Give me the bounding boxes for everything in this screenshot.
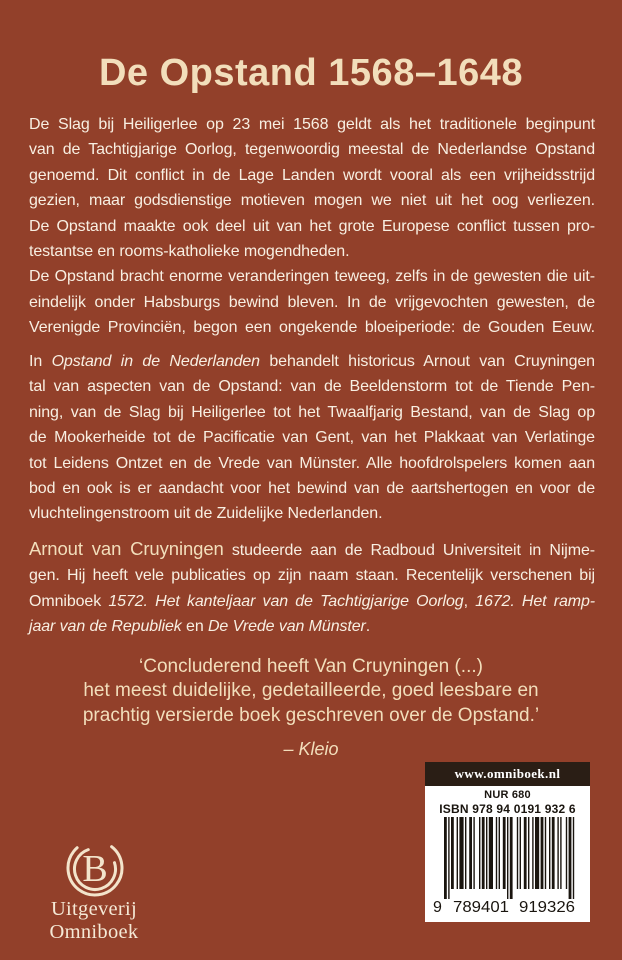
text-line: van de Tachtigjarige Oorlog, tegenwoordig meestal de Nederlandse Opstand	[29, 141, 595, 159]
text-line: tot Leidens Ontzet en de Vrede van Münster. Alle hoofdrolspelers komen aan	[29, 454, 595, 472]
review-attribution: – Kleio	[283, 738, 339, 759]
nur-code: NUR 680	[484, 789, 531, 801]
publisher-logo-letter: B	[82, 848, 108, 890]
text-line: bod en ook is er aandacht voor het bewind van de aartshertogen en voor de	[29, 480, 595, 498]
author-bio-paragraph	[29, 536, 595, 640]
text-line: testantse en rooms-katholieke mogendheden.	[29, 243, 350, 261]
synopsis-paragraph	[29, 112, 595, 341]
text-line: De Opstand bracht enorme veranderingen teweeg, zelfs in de gewesten die uit-	[29, 268, 595, 286]
text-line: de Mookerheide tot de Pacificatie van Gent, van het Plakkaat van Verlatinge	[29, 429, 595, 447]
review-quote-lines	[30, 655, 592, 728]
ean-digits-mid: 789401	[452, 899, 509, 915]
text-line: tal van aspecten van de Opstand: van de Beeldenstorm tot de Tiende Pen-	[29, 378, 595, 396]
text-line: gen. Hij heeft vele publicaties op zijn naam staan. Recentelijk verschenen bij	[29, 567, 595, 585]
review-line: het meest duidelijke, gedetailleerde, goed leesbare en	[83, 680, 539, 702]
text-line: jaar van de Republiek en De Vrede van Münster.	[29, 618, 371, 636]
text-line: Verenigde Provinciën, begon een ongekende bloeiperiode: de Gouden Eeuw.	[29, 319, 595, 337]
text-line: De Opstand maakte ook deel uit van het grote Europese conflict tussen pro-	[29, 217, 595, 235]
text-line: ning, van de Slag bij Heiligerlee tot het Twaalfjarig Bestand, van de Slag op	[29, 403, 595, 421]
about-book-paragraph	[29, 349, 595, 527]
text-line: De Slag bij Heiligerlee op 23 mei 1568 geldt als het traditionele beginpunt	[29, 116, 595, 133]
text-line: Omniboek 1572. Het kanteljaar van de Tachtigjarige Oorlog, 1672. Het ramp-	[29, 592, 596, 610]
text-line: gezien, maar godsdienstige motieven mogen we niet uit het oog verliezen.	[29, 192, 595, 210]
text-line: genoemd. Dit conflict in de Lage Landen wordt vooral als een vrijheidsstrijd	[29, 166, 595, 184]
review-quote	[30, 655, 592, 760]
publisher-name: Uitgeverij Omniboek	[49, 898, 139, 943]
publisher-website: www.omniboek.nl	[425, 762, 590, 786]
publisher-logo-icon	[58, 831, 132, 905]
ean-barcode	[431, 817, 585, 915]
text-line: vluchtelingenstroom uit de Zuidelijke Nederlanden.	[29, 505, 383, 523]
ean-digits-right: 919326	[518, 899, 575, 915]
review-line: prachtig versierde boek geschreven over de Opstand.’	[82, 704, 540, 726]
publisher-logo	[58, 831, 132, 905]
text-line: In Opstand in de Nederlanden behandelt historicus Arnout van Cruyningen	[29, 353, 595, 370]
isbn-number: ISBN 978 94 0191 932 6	[439, 802, 576, 816]
review-line: ‘Concluderend heeft Van Cruyningen (...)	[139, 656, 483, 677]
barcode-box	[425, 762, 590, 922]
text-line: Arnout van Cruyningen studeerde aan de Radboud Universiteit in Nijme-	[29, 538, 595, 559]
ean-digit-left: 9	[432, 899, 442, 915]
book-title: De Opstand 1568–1648	[98, 52, 523, 95]
text-line: eindelijk onder Habsburgs bewind bleven. In de vrijgevochten gewesten, de	[29, 293, 595, 311]
